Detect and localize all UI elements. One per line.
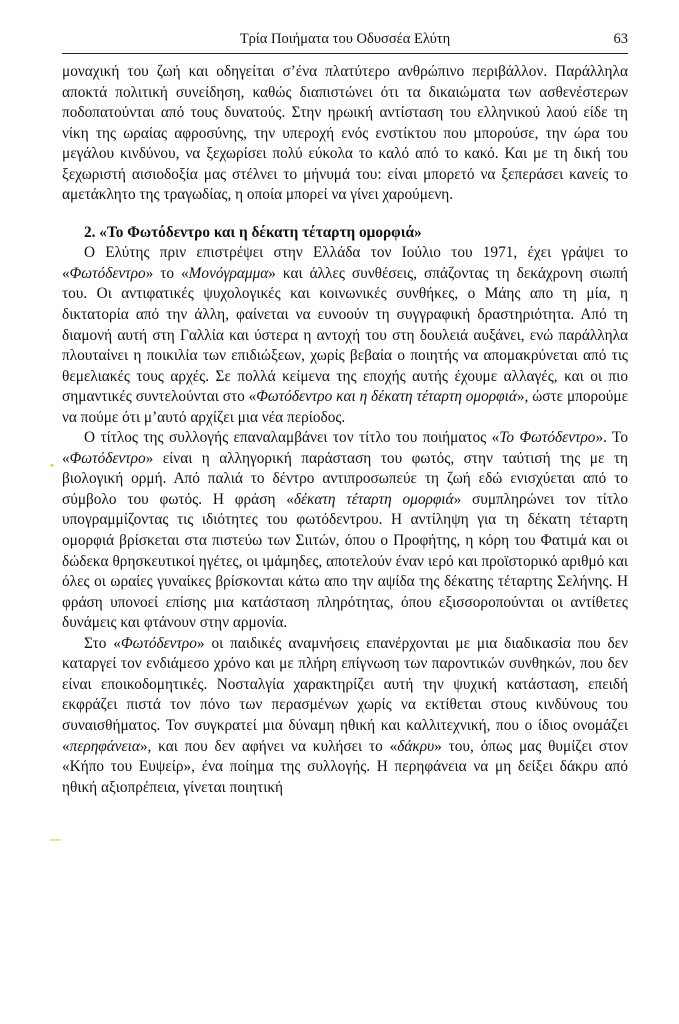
running-header [62, 31, 628, 53]
italic-phrase: δέκατη τέταρτη ομορφιά [293, 490, 454, 508]
text-run: », ώστε μπορούμε να πούμε ότι μ’αυτό αρχίζει μια νέα περίοδος. [62, 388, 629, 426]
text-run: » και άλλες συνθέσεις, σπάζοντας τη δεκάχρονη σιωπή του. Οι αντιφατικές ψυχολογικές και κοινωνικές συνθήκες, ο Μάης απο τη μία, η δικτατορία από την άλλη, φαίνεται να ευνοούν τη συγγραφική δραστηριότητα. Από τη διαμονή αυτή στη Γαλλία και ύστερα η αντοχή του στη δουλειά αυξάνει, ενώ παράλληλα πλουταίνει η ποικιλία των επιδιώξεων, χωρίς βεβαία ο ποιητής να απομακρύνεται από τις θεμελιακές τους αρχές. Σε πολλά κείμενα της εποχής αυτής έχουμε αλλαγές, και οι πιο σημαντικές συντελούνται στο « [62, 264, 628, 406]
text-run: » οι παιδικές αναμνήσεις επανέρχονται με μια διαδικασία που δεν καταργεί τον ενδιάμεσο χρόνο και με πλήρη επίγνωση των παροντικών συνθηκών, που δεν είναι εποικοδομητικές. Νοσταλγία χαρακτηρίζει αυτή την ψυχική κατάσταση, επειδή εκφράζει πιστά τον πόνο των περασμένων χωρίς να εκτίθεται στους κινδύνους του συναισθήματος. Τον συγκρατεί μια δύναμη ηθική και καλλιτεχνική, που ο ίδιος ονομάζει « [62, 634, 628, 755]
italic-title: Φωτόδεντρο και η δέκατη τέταρτη ομορφιά [256, 388, 517, 406]
page-number: 63 [613, 31, 628, 47]
italic-title: Μονόγραμμα [188, 264, 269, 282]
italic-title: Φωτόδεντρο [120, 634, 197, 652]
italic-title: Φωτόδεντρο [69, 449, 146, 467]
italic-title: Φωτόδεντρο [69, 264, 146, 282]
paragraph-3 [62, 428, 628, 633]
italic-word: περηφάνεια [69, 737, 140, 755]
highlighter-mark: • [50, 460, 54, 472]
paragraph-1-text: μοναχική του ζωή και οδηγείται σ’ένα πλατύτερο ανθρώπινο περιβάλλον. Παράλληλα αποκτά πολιτική συνείδηση, καθώς διαπιστώνει ότι τα δικαιώματα των ασθενέστερων ποδοπατούνται από τους δυνατούς. Στην ηρωική αντίσταση του ελληνικού λαού είδε τη νίκη της ωραίας αφροσύνης, την υπεροχή ενός ενστίκτου που μπορούσε, την ώρα του μεγάλου κινδύνου, να ξεχωρίσει πολύ εύκολα το καλό από το κακό. Και με τη δική του ξεχωριστή αισιοδοξία μας στέλνει το μήνυμά του: είναι μπορετό να ξεπεράσει κανείς το αμετάκλητο της τραγωδίας, η οποία μπορεί να γίνει χαρούμενη. [62, 63, 628, 204]
section-heading: 2. «Το Φωτόδεντρο και η δέκατη τέταρτη ομορφιά» [84, 223, 422, 241]
running-title: Τρία Ποιήματα του Οδυσσέα Ελύτη [239, 31, 451, 47]
text-run: Ο Ελύτης πριν επιστρέψει στην Ελλάδα τον Ιούλιο του 1971, έχει γράψει το « [62, 244, 628, 282]
text-run: », και που δεν αφήνει να κυλήσει το « [139, 737, 398, 755]
italic-word: δάκρυ [397, 737, 435, 755]
italic-title: Το Φωτόδεντρο [499, 429, 596, 447]
paragraph-1 [62, 62, 628, 206]
text-run: » είναι η αλληγορική παράσταση του φωτός, στην ταύτισή της με τη βιολογική ορμή. Από παλιά το δέντρο αντιπροσωπεύε τη ζωή εδώ ενισχύεται από το σύμβολο του φωτός. Η φράση « [62, 449, 628, 508]
text-run: Ο τίτλος της συλλογής επαναλαμβάνει τον τίτλο του ποιήματος « [84, 429, 500, 447]
body-text [62, 62, 628, 798]
highlighter-mark: — [50, 834, 61, 846]
text-run: » το « [145, 264, 189, 282]
text-run: » συμπληρώνει τον τίτλο υπογραμμίζοντας τις ιδιότητες του φωτόδεντρου. Η αντίληψη για τη δέκατη τέταρτη ομορφιά βρίσκεται στα πιστεύω των Σιιτών, όπου ο Προφήτης, η κόρη του Φατιμά και οι δώδεκα θρησκευτικοί ηγέτες, οι ιμάμηδες, αποτελούν έναν ιερό και προϊστορικό αριθμό και όλες οι ωραίες γυναίκες βρίσκονται κάτω απο την αψίδα της δέκατης τέταρτης Σελήνης. Η φράση υπονοεί επίσης μια κατάσταση πληρότητας, όπου εξισσοροπούνται οι αντίθετες δυνάμεις και φτάνουν στην αρμονία. [62, 490, 628, 632]
text-run: ». Το « [62, 429, 628, 467]
text-run: » του, όπως μας θυμίζει στον «Κήπο του Ευψείρ», ένα ποίημα της συλλογής. Η περηφάνεια να μη δείξει δάκρυ από ηθική αξιοπρέπεια, γίνεται ποιητική [62, 737, 628, 796]
header-rule [62, 53, 628, 54]
paragraph-2 [62, 243, 628, 428]
text-run: Στο « [84, 634, 121, 652]
paragraph-4 [62, 634, 628, 798]
